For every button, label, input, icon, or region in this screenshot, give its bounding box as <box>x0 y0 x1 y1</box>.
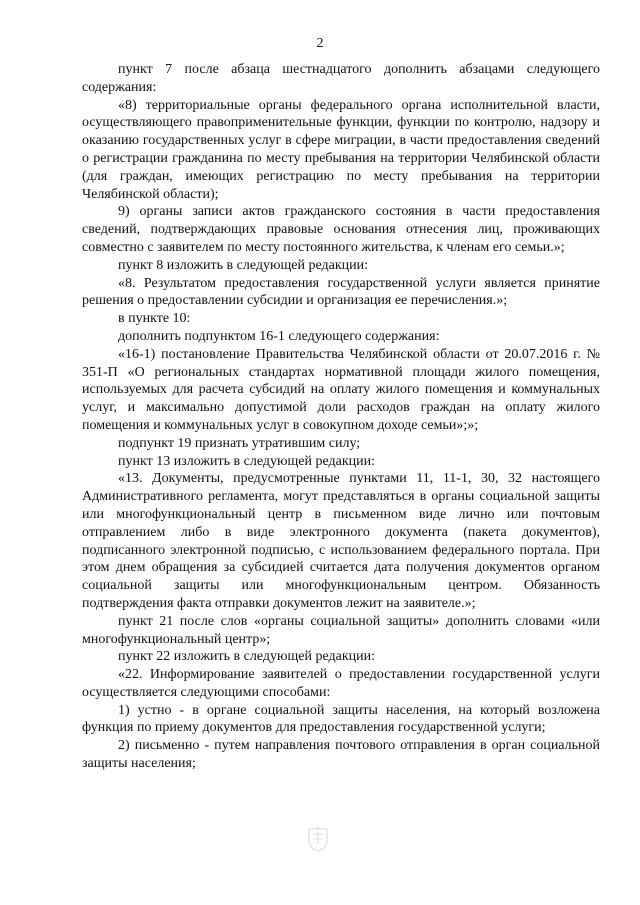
paragraph-16: 2) письменно - путем направления почтового отправления в орган социальной защиты населения; <box>82 738 600 772</box>
paragraph-6: в пункте 10: <box>118 311 191 327</box>
coat-of-arms-icon <box>306 826 330 852</box>
paragraph-10: пункт 13 изложить в следующей редакции: <box>118 453 375 469</box>
paragraph-12: пункт 21 после слов «органы социальной защиты» дополнить словами «или многофункциональный центр»; <box>82 613 600 647</box>
document-body <box>82 61 600 773</box>
paragraph-5: «8. Результатом предоставления государственной услуги является принятие решения о предоставлении субсидии и организация ее перечисления.»; <box>82 275 600 309</box>
paragraph-1: пункт 7 после абзаца шестнадцатого дополнить абзацами следующего содержания: <box>82 62 600 95</box>
paragraph-9: подпункт 19 признать утратившим силу; <box>118 435 361 451</box>
watermark <box>258 826 378 898</box>
paragraph-13: пункт 22 изложить в следующей редакции: <box>118 649 375 665</box>
paragraph-8: «16-1) постановление Правительства Челябинской области от 20.07.2016 г. № 351-П «О региональных стандартах нормативной площади жилого помещения, используемых для расчета субсидий на оплату жилого помещения и коммунальных услуг, и максимально допустимой доли расходов граждан на оплату жилого помещения и коммунальных услуг в совокупном доходе семьи»;»; <box>82 346 600 433</box>
page-number: 2 <box>316 36 324 51</box>
paragraph-14: «22. Информирование заявителей о предоставлении государственной услуги осуществляется следующими способами: <box>82 667 600 700</box>
paragraph-7: дополнить подпунктом 16-1 следующего содержания: <box>118 328 440 344</box>
paragraph-15: 1) устно - в органе социальной защиты населения, на который возложена функция по приему документов для предоставления государственной услуги; <box>82 702 600 736</box>
paragraph-2: «8) территориальные органы федерального органа исполнительной власти, осуществляющего правоприменительные функции, функции по контролю, надзору и оказанию государственных услуг в сфере миграции, в части предоставления сведений о регистрации гражданина по месту пребывания на территории Челябинской области (для граждан, имеющих регистрацию по месту пребывания на территории Челябинской области); <box>82 97 600 202</box>
paragraph-4: пункт 8 изложить в следующей редакции: <box>118 257 368 273</box>
paragraph-11: «13. Документы, предусмотренные пунктами 11, 11-1, 30, 32 настоящего Административного регламента, могут представляться в органы социальной защиты или многофункциональный центр в письменном виде лично или почтовым отправлением либо в виде электронного документа (пакета документов), подписанного электронной подписью, с использованием федерального портала. При этом днем обращения за субсидией считается дата получения документов органом социальной защиты или многофункциональным центром. Обязанность подтверждения факта отправки документов лежит на заявителе.»; <box>82 471 600 611</box>
paragraph-3: 9) органы записи актов гражданского состояния в части предоставления сведений, подтверждающих правовые основания отнесения лиц, проживающих совместно с заявителем по месту постоянного жительства, к членам его семьи.»; <box>82 204 600 255</box>
